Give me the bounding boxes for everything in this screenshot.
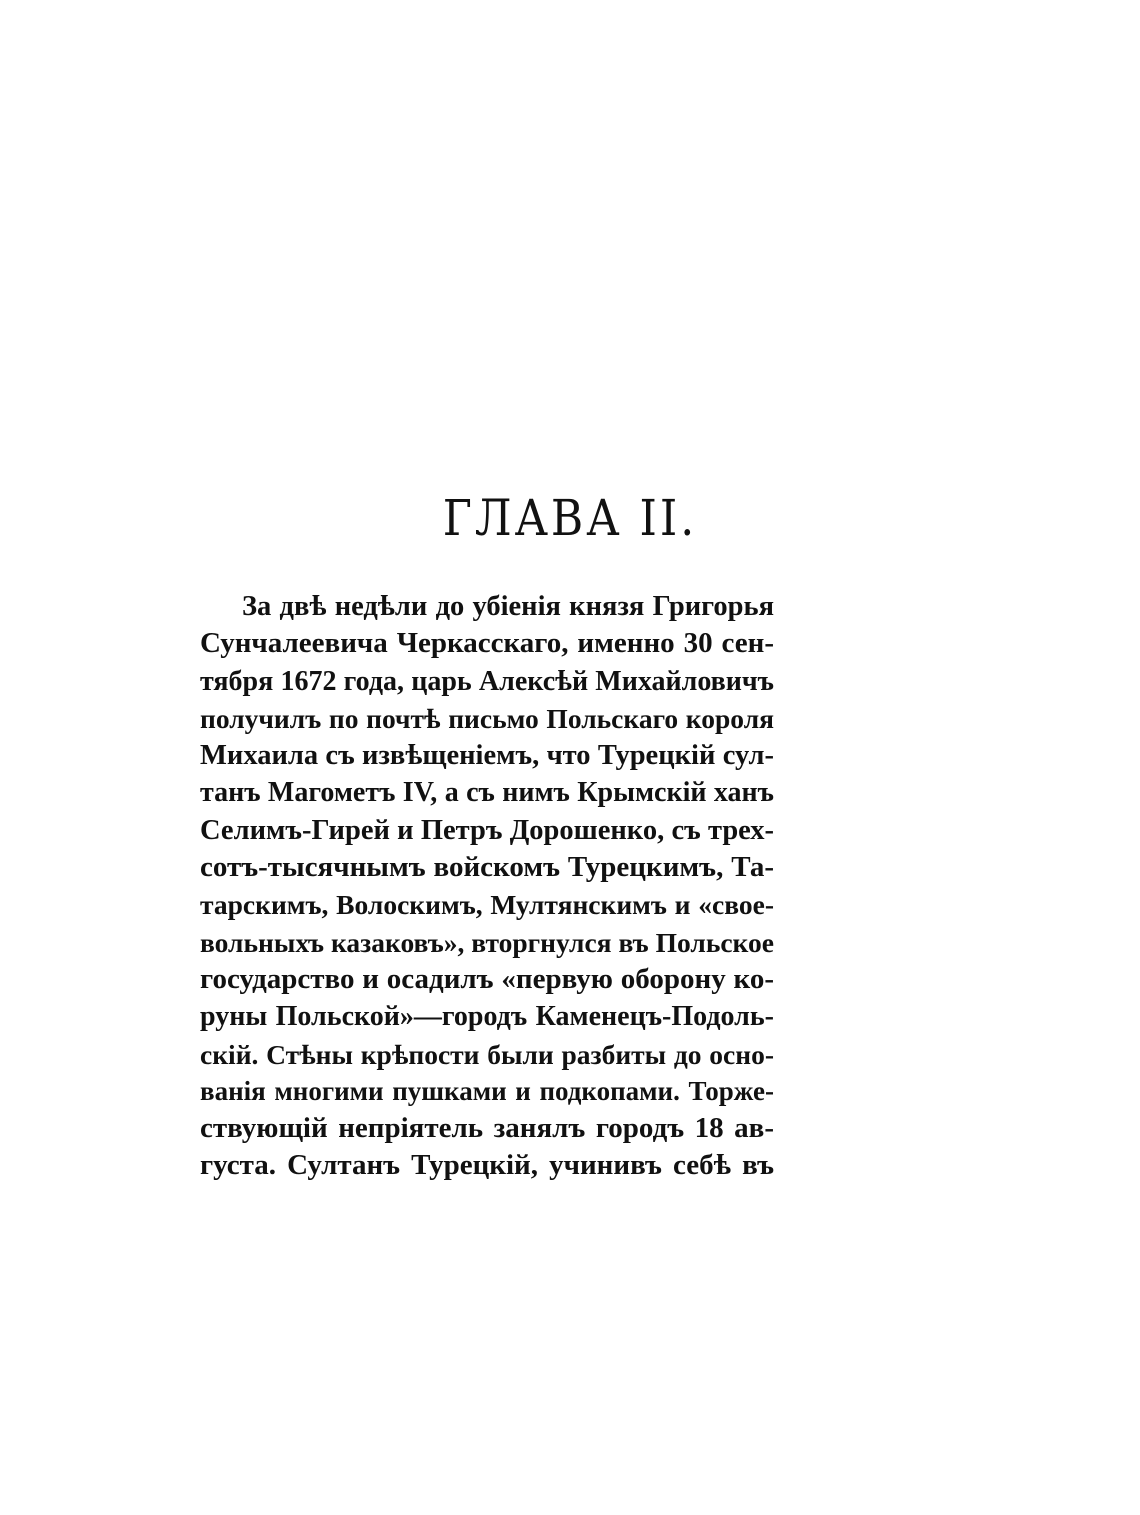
text-line: руны Польской»—городъ Каменецъ-Подоль- — [200, 1001, 774, 1033]
text-line: Михаила съ извѣщеніемъ, что Турецкій сул- — [200, 740, 774, 772]
text-line: сотъ-тысячнымъ войскомъ Турецкимъ, Та- — [200, 851, 774, 884]
text-line: тарскимъ, Волоскимъ, Мултянскимъ и «свое- — [200, 889, 774, 921]
text-line: тября 1672 года, царь Алексѣй Михайловичъ — [200, 665, 774, 697]
text-line: ванія многими пушками и подкопами. Торже- — [200, 1075, 774, 1106]
text-line: Сунчалеевича Черкасскаго, именно 30 сен- — [200, 627, 774, 660]
text-line: скій. Стѣны крѣпости были разбиты до осно- — [200, 1038, 774, 1070]
text-line: получилъ по почтѣ письмо Польскаго короля — [200, 702, 774, 734]
text-line: танъ Магометъ IV, а съ нимъ Крымскій ханъ — [200, 777, 774, 809]
text-line: вольныхъ казаковъ», вторгнулся въ Польское — [200, 926, 774, 958]
text-line: За двѣ недѣли до убіенія князя Григорья — [242, 591, 774, 622]
chapter-heading: ГЛАВА II. — [442, 490, 698, 548]
text-line: ствующій непріятель занялъ городъ 18 ав- — [200, 1112, 774, 1145]
text-line: Селимъ-Гирей и Петръ Дорошенко, съ трех- — [200, 814, 774, 846]
text-line: государство и осадилъ «первую оборону ко- — [200, 962, 774, 995]
chapter-text — [200, 588, 774, 1185]
text-line: густа. Султанъ Турецкій, учинивъ себѣ въ — [200, 1149, 774, 1182]
